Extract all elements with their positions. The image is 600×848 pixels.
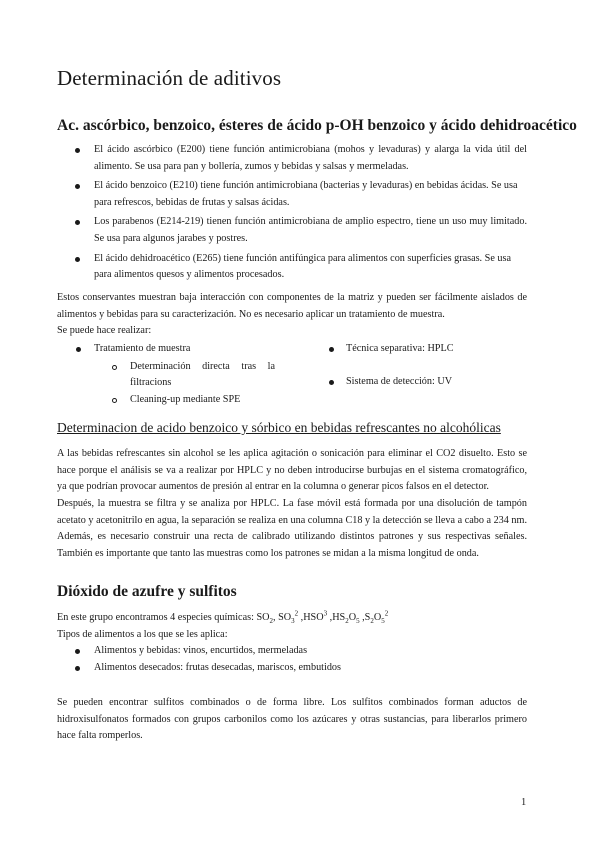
list-item: Determinación directa tras la filtracions bbox=[57, 359, 287, 392]
list-item: Sistema de detección: UV bbox=[292, 374, 522, 391]
sulfites-paragraph: Se pueden encontrar sulfitos combinados o de forma libre. Los sulfitos combinados forman aductos de hidroxisulfonatos formados con grupos carbonilos como los azúcares y otras sustancias, para liberarlos primero hace falta romperlos. bbox=[57, 697, 527, 742]
bullet-icon bbox=[75, 148, 80, 153]
preservatives-paragraph: Estos conservantes muestran baja interacción con componentes de la matriz y pueden ser fácilmente aislados de alimentos y bebidas para su caracterización. No es necesario aplicar un tratamiento de muestra. bbox=[57, 292, 527, 320]
bullet-icon bbox=[75, 666, 80, 671]
list-item: El ácido benzoico (E210) tiene función antimicrobiana (bacterias y levaduras) en bebidas ácidas. Se usa para refrescos, bebidas de frutas y salsas ácidas. bbox=[57, 178, 527, 211]
list-item: Tratamiento de muestra bbox=[57, 341, 287, 358]
list-item: El ácido ascórbico (E200) tiene función antimicrobiana (mohos y levaduras) y alarga la vida útil del alimento. Se usa para pan y bollería, zumos y bebidas y salsas y mermeladas. bbox=[57, 142, 527, 175]
circle-bullet-icon bbox=[112, 398, 117, 403]
bullet-icon bbox=[329, 347, 334, 352]
bullet-icon bbox=[75, 649, 80, 654]
species-line: En este grupo encontramos 4 especies químicas: $SO_2$, $SO_3^2$ ,HSO$^3$ $,HS_2O_5$ $,S_2O_5^2$ bbox=[57, 609, 389, 626]
section-heading-preservatives: Ac. ascórbico, benzoico, ésteres de ácido p-OH benzoico y ácido dehidroacético bbox=[57, 117, 577, 134]
food-types-intro: Tipos de alimentos a los que se les aplica: bbox=[57, 629, 228, 640]
food-types-list bbox=[57, 643, 527, 676]
options-left-column bbox=[57, 341, 287, 408]
page-number: 1 bbox=[521, 797, 527, 808]
options-intro: Se puede hace realizar: bbox=[57, 325, 152, 336]
bullet-icon bbox=[76, 347, 81, 352]
bullet-icon bbox=[329, 380, 334, 385]
list-item: Cleaning-up mediante SPE bbox=[57, 392, 287, 409]
bullet-icon bbox=[75, 257, 80, 262]
section-heading-benzoic-sorbic: Determinacion de acido benzoico y sórbico en bebidas refrescantes no alcohólicas bbox=[57, 420, 501, 435]
page-title: Determinación de aditivos bbox=[57, 66, 282, 90]
list-item: Los parabenos (E214-219) tienen función antimicrobiana de amplio espectro, tiene un uso muy limitado. Se usa para algunos jarabes y postres. bbox=[57, 214, 527, 247]
benzoic-paragraph-2: Después, la muestra se filtra y se analiza por HPLC. La fase móvil está formada por una disolución de tampón acetato y acetonitrilo en agua, la separación se realiza en una columna C18 y la detección se lleva a cabo a 234 nm. Además, es necesario construir una recta de calibrado utilizando distintos patrones y sus respectivas señales. También es importante que tanto las muestras como los patrones se midan a la misma longitud de onda. bbox=[57, 498, 527, 559]
list-item: El ácido dehidroacético (E265) tiene función antifúngica para alimentos con superficies grasas. Se usa para alimentos quesos y alimentos procesados. bbox=[57, 251, 527, 284]
circle-bullet-icon bbox=[112, 365, 117, 370]
preservatives-list bbox=[57, 142, 527, 287]
benzoic-paragraph-1: A las bebidas refrescantes sin alcohol se les aplica agitación o sonicación para eliminar el CO2 disuelto. Esto se hace porque el análisis se va a realizar por HPLC y no deben introducirse burbujas en el sistema cromatográfico, ya que podrían provocar aumentos de presión al entrar en la columna o generar picos falsos en el detector. bbox=[57, 448, 527, 493]
bullet-icon bbox=[75, 184, 80, 189]
bullet-icon bbox=[75, 220, 80, 225]
options-right-column bbox=[292, 341, 522, 390]
section-heading-sulfites: Dióxido de azufre y sulfitos bbox=[57, 583, 237, 600]
list-item: Alimentos y bebidas: vinos, encurtidos, mermeladas bbox=[57, 643, 527, 660]
list-item: Técnica separativa: HPLC bbox=[292, 341, 522, 358]
list-item: Alimentos desecados: frutas desecadas, mariscos, embutidos bbox=[57, 660, 527, 677]
